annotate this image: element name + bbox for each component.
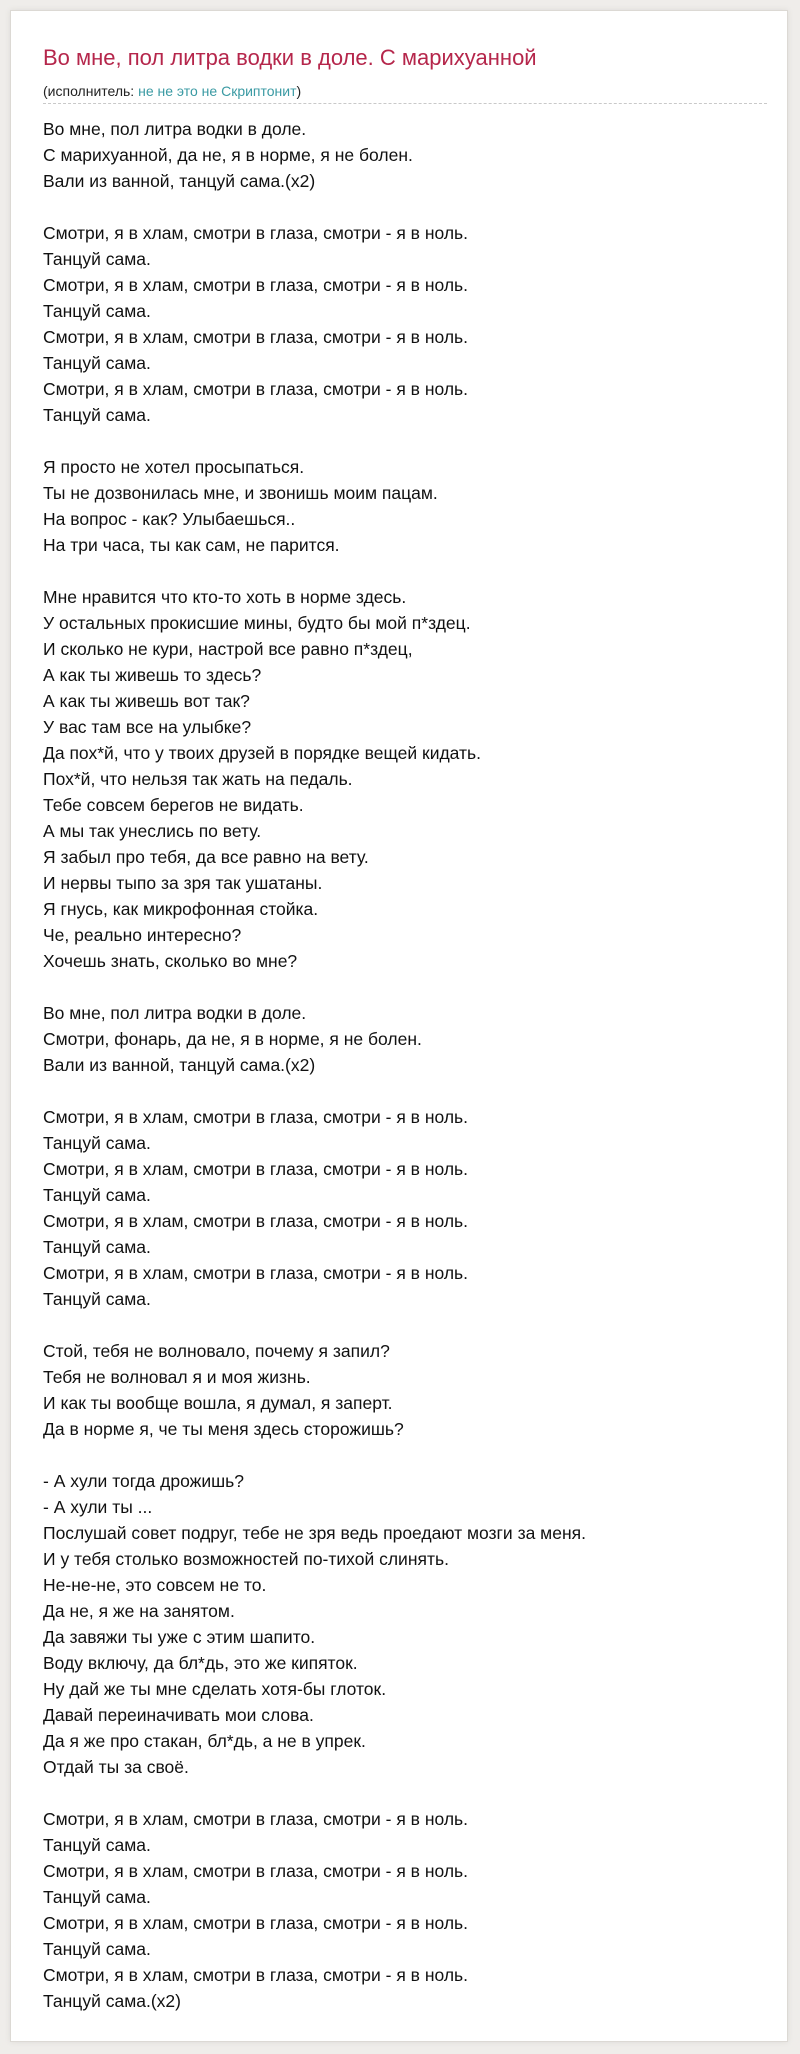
lyric-line xyxy=(43,1780,586,1806)
header-divider xyxy=(43,103,767,104)
lyric-line: И как ты вообще вошла, я думал, я заперт. xyxy=(43,1393,393,1413)
lyric-line: Тебя не волновал я и моя жизнь. xyxy=(43,1367,311,1387)
lyric-line: Танцуй сама. xyxy=(43,249,151,269)
lyric-line: Танцуй сама. xyxy=(43,1835,151,1855)
lyric-line: Смотри, я в хлам, смотри в глаза, смотри - я в ноль. xyxy=(43,1263,469,1283)
lyric-line: Смотри, я в хлам, смотри в глаза, смотри - я в ноль. xyxy=(43,1107,469,1127)
lyric-line: Ты не дозвонилась мне, и звонишь моим пацам. xyxy=(43,483,438,503)
lyric-line: А мы так унеслись по вету. xyxy=(43,821,262,841)
lyrics-page xyxy=(10,10,788,2042)
lyric-line: Смотри, я в хлам, смотри в глаза, смотри - я в ноль. xyxy=(43,275,469,295)
lyric-line: Мне нравится что кто-то хоть в норме здесь. xyxy=(43,587,407,607)
lyric-line: Да не, я же на занятом. xyxy=(43,1601,235,1621)
lyric-line: Смотри, я в хлам, смотри в глаза, смотри - я в ноль. xyxy=(43,1159,469,1179)
lyric-line: Да я же про стакан, бл*дь, а не в упрек. xyxy=(43,1731,366,1751)
artist-prefix: (исполнитель: xyxy=(43,83,139,99)
lyrics-text xyxy=(43,116,586,2014)
lyric-line xyxy=(43,1078,586,1104)
lyric-line: Воду включу, да бл*дь, это же кипяток. xyxy=(43,1653,358,1673)
lyric-line: Да пох*й, что у твоих друзей в порядке вещей кидать. xyxy=(43,743,482,763)
lyric-line xyxy=(43,974,586,1000)
lyric-line: На три часа, ты как сам, не парится. xyxy=(43,535,340,555)
lyric-line: Ну дай же ты мне сделать хотя-бы глоток. xyxy=(43,1679,387,1699)
lyric-line: И сколько не кури, настрой все равно п*здец, xyxy=(43,639,413,659)
lyric-line: И нервы тыпо за зря так ушатаны. xyxy=(43,873,323,893)
lyric-line: С марихуанной, да не, я в норме, я не болен. xyxy=(43,145,413,165)
lyric-line: Смотри, я в хлам, смотри в глаза, смотри - я в ноль. xyxy=(43,1913,469,1933)
lyric-line: Танцуй сама. xyxy=(43,1289,151,1309)
lyric-line: У вас там все на улыбке? xyxy=(43,717,252,737)
lyric-line: Танцуй сама. xyxy=(43,1237,151,1257)
lyric-line: Тебе совсем берегов не видать. xyxy=(43,795,304,815)
lyric-line: У остальных прокисшие мины, будто бы мой п*здец. xyxy=(43,613,471,633)
lyric-line: Смотри, я в хлам, смотри в глаза, смотри - я в ноль. xyxy=(43,223,469,243)
lyric-line: Я забыл про тебя, да все равно на вету. xyxy=(43,847,369,867)
lyric-line: И у тебя столько возможностей по-тихой слинять. xyxy=(43,1549,449,1569)
lyric-line: Послушай совет подруг, тебе не зря ведь проедают мозги за меня. xyxy=(43,1523,586,1543)
lyric-line: Во мне, пол литра водки в доле. xyxy=(43,1003,307,1023)
lyric-line: Танцуй сама. xyxy=(43,405,151,425)
lyric-line: Смотри, я в хлам, смотри в глаза, смотри - я в ноль. xyxy=(43,1211,469,1231)
lyric-line: А как ты живешь вот так? xyxy=(43,691,250,711)
lyric-line xyxy=(43,428,586,454)
artist-suffix: ) xyxy=(296,83,302,99)
lyric-line: Да в норме я, че ты меня здесь сторожишь? xyxy=(43,1419,404,1439)
lyric-line: - А хули ты ... xyxy=(43,1497,153,1517)
lyric-line: Танцуй сама. xyxy=(43,1939,151,1959)
lyric-line: Я гнусь, как микрофонная стойка. xyxy=(43,899,319,919)
lyric-line: Смотри, я в хлам, смотри в глаза, смотри - я в ноль. xyxy=(43,379,469,399)
lyric-line: Смотри, я в хлам, смотри в глаза, смотри - я в ноль. xyxy=(43,1861,469,1881)
lyric-line: На вопрос - как? Улыбаешься.. xyxy=(43,509,296,529)
lyric-line: Давай переиначивать мои слова. xyxy=(43,1705,314,1725)
lyric-line xyxy=(43,558,586,584)
lyric-line: Пох*й, что нельзя так жать на педаль. xyxy=(43,769,353,789)
lyric-line: Смотри, я в хлам, смотри в глаза, смотри - я в ноль. xyxy=(43,1965,469,1985)
lyric-line: Стой, тебя не волновало, почему я запил? xyxy=(43,1341,390,1361)
lyric-line: Я просто не хотел просыпаться. xyxy=(43,457,305,477)
page-title: Во мне, пол литра водки в доле. С марихуанной xyxy=(43,45,537,70)
lyric-line xyxy=(43,1312,586,1338)
lyric-line: Че, реально интересно? xyxy=(43,925,242,945)
lyric-line: Да завяжи ты уже с этим шапито. xyxy=(43,1627,316,1647)
artist-link[interactable]: не не это не Скриптонит xyxy=(138,83,297,99)
lyric-line: Смотри, я в хлам, смотри в глаза, смотри - я в ноль. xyxy=(43,1809,469,1829)
lyric-line: Не-не-не, это совсем не то. xyxy=(43,1575,267,1595)
lyric-line: - А хули тогда дрожишь? xyxy=(43,1471,244,1491)
lyric-line xyxy=(43,194,586,220)
lyric-line: Танцуй сама.(x2) xyxy=(43,1991,181,2011)
artist-line xyxy=(43,83,301,99)
lyric-line: Хочешь знать, сколько во мне? xyxy=(43,951,298,971)
lyric-line: Смотри, фонарь, да не, я в норме, я не болен. xyxy=(43,1029,422,1049)
lyric-line: Танцуй сама. xyxy=(43,353,151,373)
lyric-line: Во мне, пол литра водки в доле. xyxy=(43,119,307,139)
lyric-line: Отдай ты за своё. xyxy=(43,1757,189,1777)
lyric-line: Смотри, я в хлам, смотри в глаза, смотри - я в ноль. xyxy=(43,327,469,347)
lyric-line: Танцуй сама. xyxy=(43,1185,151,1205)
lyric-line: Вали из ванной, танцуй сама.(x2) xyxy=(43,171,316,191)
lyric-line: Танцуй сама. xyxy=(43,1133,151,1153)
lyric-line: Вали из ванной, танцуй сама.(x2) xyxy=(43,1055,316,1075)
lyric-line: А как ты живешь то здесь? xyxy=(43,665,262,685)
lyric-line: Танцуй сама. xyxy=(43,301,151,321)
lyric-line xyxy=(43,1442,586,1468)
lyric-line: Танцуй сама. xyxy=(43,1887,151,1907)
